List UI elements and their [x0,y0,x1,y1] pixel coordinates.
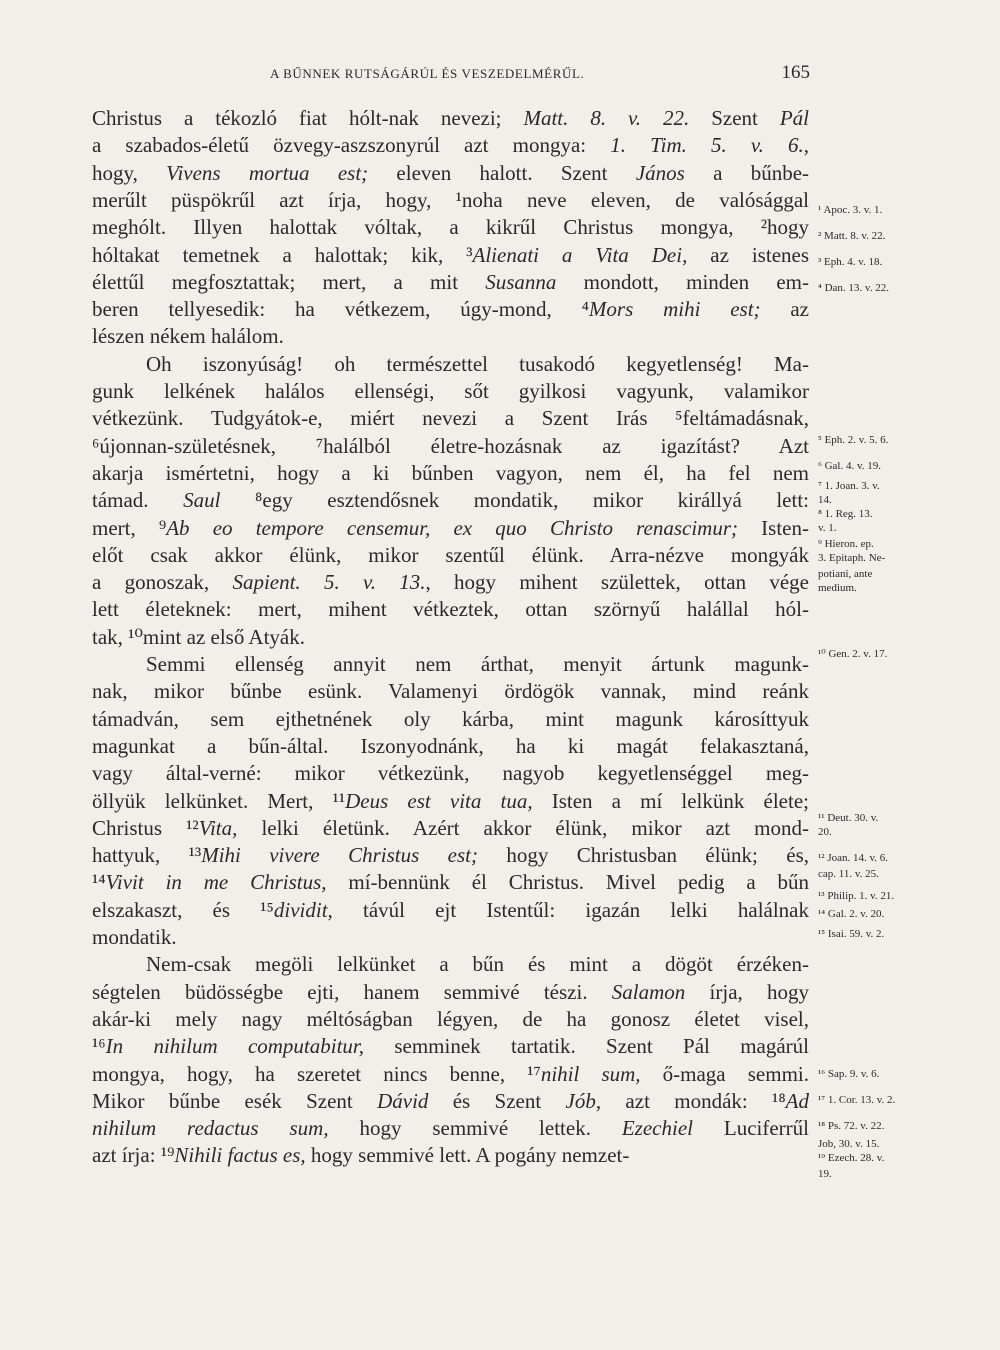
text-line: ségtelen büdösségbe ejti, hanem semmivé tészi. Salamon írja, hogy [92,979,809,1004]
page-number: 165 [781,62,810,83]
margin-note: ¹³ Philip. 1. v. 21. [818,890,895,902]
text-line: Oh iszonyúság! oh természettel tusakodó kegyetlenség! Ma- [146,351,809,376]
margin-note: ¹¹ Deut. 30. v. [818,812,879,824]
text-line: akarja ismértetni, hogy a ki bűnben vagyon, nem él, ha fel nem [92,460,809,485]
text-line: támadván, sem ejthetnének oly kárba, mint magunk károsíttyuk [92,706,809,731]
margin-note: ¹ Apoc. 3. v. 1. [818,204,883,216]
margin-note: ³ Eph. 4. v. 18. [818,256,883,268]
text-line: hattyuk, ¹³Mihi vivere Christus est; hogy Christusban élünk; és, [92,843,809,868]
margin-note: 20. [818,826,832,838]
text-line: merűlt püspökrűl azt írja, hogy, ¹noha neve eleven, de valósággal [92,187,809,212]
text-line: élettűl megfosztattak; mert, a mit Susanna mondott, minden em- [92,269,809,294]
text-line: lett életeknek: mert, mihent vétkeztek, ottan szörnyű halállal hól- [92,597,809,622]
margin-note: ⁶ Gal. 4. v. 19. [818,460,882,472]
margin-note: ¹⁹ Ezech. 28. v. [818,1152,885,1164]
margin-note: ¹⁸ Ps. 72. v. 22. [818,1120,885,1132]
text-line: akár-ki mely nagy méltóságban légyen, de ha gonosz életet visel, [92,1006,809,1031]
text-line: elszakaszt, és ¹⁵dividit, távúl ejt Istentűl: igazán lelki halálnak [92,897,809,922]
text-line: nihilum redactus sum, hogy semmivé lettek. Ezechiel Luciferrűl [92,1116,809,1141]
text-line: előt csak akkor élünk, mikor szentűl élünk. Arra-nézve mongyák [92,542,809,567]
margin-note: 14. [818,494,832,506]
margin-note: v. 1. [818,522,837,534]
text-line: nak, mikor bűnbe esünk. Valamenyi ördögök vannak, mind reánk [92,679,809,704]
margin-note: 3. Epitaph. Ne- [818,552,886,564]
margin-note: ¹² Joan. 14. v. 6. [818,852,889,864]
text-line: ¹⁶In nihilum computabitur, semminek tartatik. Szent Pál magárúl [92,1034,809,1059]
margin-note: cap. 11. v. 25. [818,868,879,880]
text-line: Mikor bűnbe esék Szent Dávid és Szent Jób, azt mondák: ¹⁸Ad [92,1088,809,1113]
margin-note: ¹⁵ Isai. 59. v. 2. [818,928,885,940]
margin-note: 19. [818,1168,832,1180]
margin-note: medium. [818,582,857,594]
margin-note: ⁵ Eph. 2. v. 5. 6. [818,434,889,446]
text-line: mert, ⁹Ab eo tempore censemur, ex quo Christo renascimur; Isten- [92,515,809,540]
running-title: A BŰNNEK RUTSÁGÁRÚL ÉS VESZEDELMÉRŰL. [270,66,585,81]
text-line: hogy, Vivens mortua est; eleven halott. Szent János a bűnbe- [92,160,809,185]
margin-note: Job, 30. v. 15. [818,1138,880,1150]
text-line: magunkat a bűn-által. Iszonyodnánk, ha ki magát felakasztaná, [92,733,809,758]
margin-note: ¹⁷ 1. Cor. 13. v. 2. [818,1094,896,1106]
margin-note: ⁹ Hieron. ep. [818,538,874,550]
margin-note: ⁷ 1. Joan. 3. v. [818,480,880,492]
text-line: Christus ¹²Vita, lelki életünk. Azért akkor élünk, mikor azt mond- [92,815,809,840]
text-line: a szabados-életű özvegy-aszszonyrúl azt mongya: 1. Tim. 5. v. 6., [92,133,809,158]
margin-note: ¹⁶ Sap. 9. v. 6. [818,1068,880,1080]
text-line: mondatik. [92,925,177,949]
margin-note: ² Matt. 8. v. 22. [818,230,886,242]
text-line: mongya, hogy, ha szeretet nincs benne, ¹⁷nihil sum, ő-maga semmi. [92,1061,809,1086]
text-line: meghólt. Illyen halottak vóltak, a kikrűl Christus mongya, ²hogy [92,215,809,240]
text-line: gunk lelkének halálos ellenségi, sőt gyilkosi vagyunk, valamikor [92,379,809,403]
text-line: Semmi ellenség annyit nem árthat, menyit ártunk magunk- [146,652,809,676]
margin-note: ¹⁰ Gen. 2. v. 17. [818,648,888,660]
text-line: tak, ¹⁰mint az első Atyák. [92,624,306,649]
text-line: vétkezünk. Tudgyátok-e, miért nevezi a Szent Irás ⁵feltámadásnak, [92,406,809,431]
text-line: Nem-csak megöli lelkünket a bűn és mint a dögöt érzéken- [146,952,809,977]
text-line: Christus a tékozló fiat hólt-nak nevezi; Matt. 8. v. 22. Szent Pál [92,106,809,130]
margin-note: ⁸ 1. Reg. 13. [818,508,873,520]
text-line: ⁶újonnan-születésnek, ⁷halálból életre-hozásnak az igazítást? Azt [92,433,809,458]
margin-note: potiani, ante [818,568,873,580]
text-line: öllyük lelkünket. Mert, ¹¹Deus est vita tua, Isten a mí lelkünk élete; [92,788,809,813]
page-header [90,62,810,86]
text-line: lészen nékem halálom. [92,324,284,349]
text-line: a gonoszak, Sapient. 5. v. 13., hogy mihent születtek, ottan vége [92,570,809,595]
text-line: vagy által-verné: mikor vétkezünk, nagyob kegyetlenséggel meg- [92,761,809,786]
text-line: ¹⁴Vivit in me Christus, mí-bennünk él Christus. Mivel pedig a bűn [92,870,809,895]
margin-note: ¹⁴ Gal. 2. v. 20. [818,908,885,920]
text-line: támad. Saul ⁸egy esztendősnek mondatik, mikor királlyá lett: [92,488,809,513]
text-line: hóltakat temetnek a halottak; kik, ³Alienati a Vita Dei, az istenes [92,242,809,267]
text-line: azt írja: ¹⁹Nihili factus es, hogy semmivé lett. A pogány nemzet- [92,1143,630,1168]
text-line: beren tellyesedik: ha vétkezem, úgy-mond, ⁴Mors mihi est; az [92,297,809,322]
margin-note: ⁴ Dan. 13. v. 22. [818,282,889,294]
